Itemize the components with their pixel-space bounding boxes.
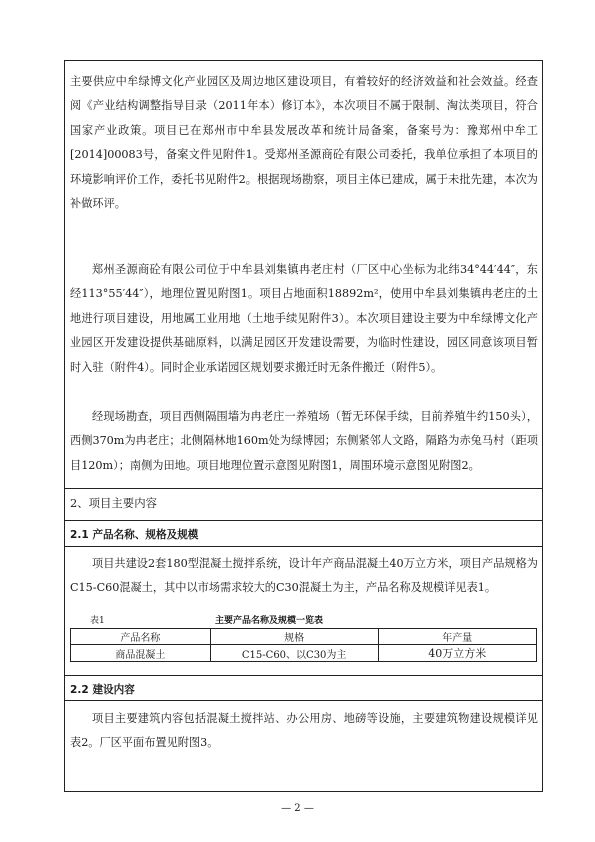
divider — [64, 700, 543, 701]
table-cell: 40万立方米 — [378, 645, 536, 662]
divider — [64, 520, 543, 521]
table-cell: C15-C60、以C30为主 — [210, 645, 378, 662]
section-heading-2-1: 2.1 产品名称、规格及规模 — [70, 529, 199, 541]
divider — [64, 546, 543, 547]
paragraph-surroundings: 经现场勘查，项目西侧隔围墙为冉老庄一养殖场（暂无环保手续，目前养殖牛约150头），西侧370m为冉老庄；北侧隔林地160m处为绿博园；东侧紧邻人文路，隔路为赤兔马村（距项目120m）；南侧为田地。项目地理位置示意图见附图1，周围环境示意图见附图2。 — [70, 410, 538, 472]
paragraph-location: 郑州圣源商砼有限公司位于中牟县刘集镇冉老庄村（厂区中心坐标为北纬34°44′44″，东经113°55′44″），地理位置见附图1。项目占地面积18892m²，使用中牟县刘集镇冉老庄的土地进行项目建设，用地属工业用地（土地手续见附件3）。本次项目建设主要为中牟绿博文化产业园区开发建设提供基础原料，以满足园区开发建设需要，为临时性建设，园区同意该项目暂时入驻（附件4）。同时企业承诺园区规划要求搬迁时无条件搬迁（附件5）。 — [70, 263, 538, 374]
page-number: — 2 — — [281, 803, 314, 814]
table-row — [71, 645, 537, 662]
table-header-cell: 规格 — [210, 629, 378, 645]
section-heading-2-2: 2.2 建设内容 — [70, 684, 135, 696]
table-header-cell: 产品名称 — [71, 629, 211, 645]
product-table — [70, 628, 537, 662]
table-title: 主要产品名称及规模一览表 — [215, 616, 324, 626]
divider — [64, 675, 543, 676]
table-label: 表1 — [90, 616, 105, 626]
paragraph-construction: 项目主要建筑内容包括混凝土搅拌站、办公用房、地磅等设施，主要建筑物建设规模详见表2。厂区平面布置见附图3。 — [70, 712, 538, 750]
paragraph-products: 项目共建设2套180型混凝土搅拌系统，设计年产商品混凝土40万立方米，项目产品规格为C15-C60混凝土，其中以市场需求较大的C30混凝土为主，产品名称及规模详见表1。 — [70, 557, 538, 595]
table-header-row — [71, 629, 537, 645]
table-cell: 商品混凝土 — [71, 645, 211, 662]
paragraph-background: 主要供应中牟绿博文化产业园区及周边地区建设项目，有着较好的经济效益和社会效益。经查阅《产业结构调整指导目录（2011年本）修订本》，本次项目不属于限制、淘汰类项目，符合国家产业政策。项目已在郑州市中牟县发展改革和统计局备案，备案号为：豫郑州中牟工[2014]00083号，备案文件见附件1。受郑州圣源商砼有限公司委托，我单位承担了本项目的环境影响评价工作，委托书见附件2。根据现场勘察，项目主体已建成，属于未批先建，本次为补做环评。 — [70, 75, 538, 211]
table-header-cell: 年产量 — [378, 629, 536, 645]
divider — [64, 488, 543, 489]
section-heading-2: 2、项目主要内容 — [70, 496, 157, 510]
